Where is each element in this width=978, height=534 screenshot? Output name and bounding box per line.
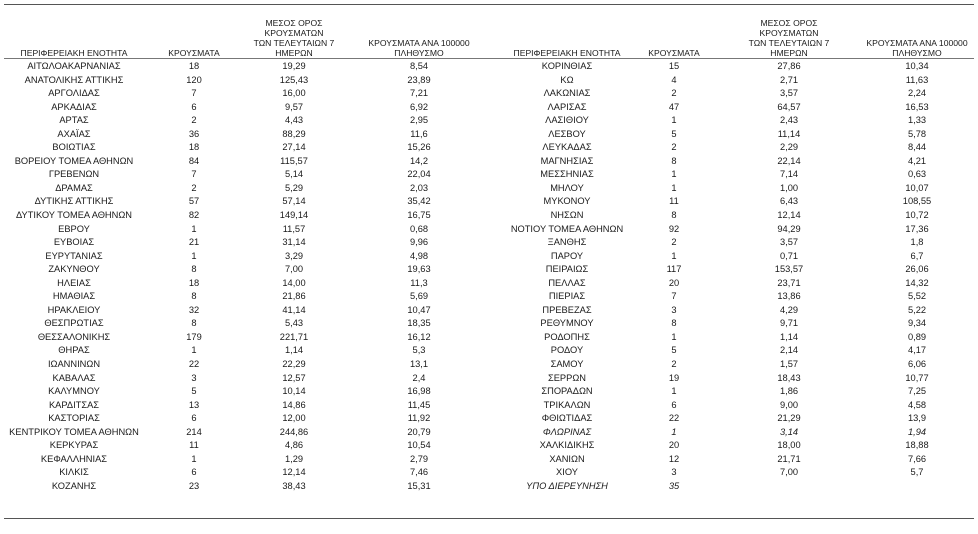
right-region-cell: ΦΘΙΩΤΙΔΑΣ	[541, 413, 593, 424]
left-cases-cell: 8	[191, 318, 197, 329]
left-per100k-cell: 14,2	[409, 155, 429, 166]
table-row	[4, 114, 974, 128]
left-region-cell: ΒΟΡΕΙΟΥ ΤΟΜΕΑ ΑΘΗΝΩΝ	[14, 155, 134, 166]
left-cases-cell: 2	[191, 182, 197, 193]
left-cases-cell: 1	[191, 250, 197, 261]
right-region-cell: ΠΡΕΒΕΖΑΣ	[542, 304, 592, 315]
right-region-cell: ΣΕΡΡΩΝ	[547, 372, 586, 383]
right-region-cell: ΛΕΣΒΟΥ	[548, 128, 586, 139]
right-cases-cell: 19	[668, 372, 680, 383]
table-row	[4, 426, 974, 440]
right-avg7-cell: 13,86	[777, 291, 801, 302]
right-per100k-cell: 10,07	[905, 182, 929, 193]
right-avg7-cell: 18,00	[777, 440, 801, 451]
left-region-cell: ΕΥΒΟΙΑΣ	[53, 237, 95, 248]
table-row	[4, 399, 974, 413]
table-row	[4, 344, 974, 358]
left-cases-cell: 6	[191, 101, 197, 112]
left-per100k-cell: 11,45	[407, 399, 431, 410]
right-cases-cell: 1	[671, 250, 677, 261]
left-region-cell: ΘΕΣΣΑΛΟΝΙΚΗΣ	[37, 331, 111, 342]
left-per100k-cell: 4,98	[409, 250, 429, 261]
right-avg7-cell: 2,43	[779, 115, 799, 126]
left-per100k-cell: 35,42	[407, 196, 431, 207]
header-rule	[4, 58, 974, 59]
left-per100k-cell: 8,54	[409, 61, 429, 71]
right-region-cell: ΧΑΝΙΩΝ	[549, 453, 585, 464]
table-row	[4, 195, 974, 209]
left-region-cell: ΚΟΖΑΝΗΣ	[51, 480, 97, 491]
table-body	[4, 60, 974, 494]
right-cases-cell: 2	[671, 237, 677, 248]
left-cases-cell: 2	[191, 115, 197, 126]
table-header	[4, 18, 974, 58]
right-per100k-cell: 1,33	[907, 115, 927, 126]
table-row	[4, 277, 974, 291]
left-region-cell: ΑΝΑΤΟΛΙΚΗΣ ΑΤΤΙΚΗΣ	[24, 74, 124, 85]
left-per100k-cell: 13,1	[409, 359, 429, 370]
table-row	[4, 209, 974, 223]
right-region-cell: ΜΑΓΝΗΣΙΑΣ	[540, 155, 594, 166]
left-region-cell: ΘΕΣΠΡΩΤΙΑΣ	[44, 318, 104, 329]
right-region-cell: ΛΑΡΙΣΑΣ	[547, 101, 587, 112]
right-region-cell: ΡΕΘΥΜΝΟΥ	[540, 318, 594, 329]
right-per100k-cell: 4,58	[907, 399, 927, 410]
left-per100k-cell: 0,68	[409, 223, 429, 234]
left-avg7-cell: 221,71	[279, 331, 309, 342]
table-row	[4, 453, 974, 467]
left-avg7-cell: 3,29	[284, 250, 304, 261]
right-cases-cell: 3	[671, 467, 677, 478]
right-avg7-cell: 21,29	[777, 413, 801, 424]
right-avg7-cell: 9,00	[779, 399, 799, 410]
right-cases-cell: 1	[671, 169, 677, 180]
right-avg7-cell: 3,57	[779, 88, 799, 99]
left-per100k-cell: 20,79	[407, 426, 431, 437]
table-row	[4, 168, 974, 182]
left-avg7-cell: 244,86	[279, 426, 309, 437]
right-per100k-cell: 7,66	[907, 453, 927, 464]
left-cases-cell: 7	[191, 88, 197, 99]
table-row	[4, 317, 974, 331]
left-cases-cell: 82	[188, 210, 200, 221]
left-region-cell: ΚΑΣΤΟΡΙΑΣ	[48, 413, 100, 424]
left-avg7-cell: 1,14	[284, 345, 304, 356]
right-avg7-cell: 11,14	[777, 128, 801, 139]
right-per100k-cell: 8,44	[907, 142, 927, 153]
left-avg7-cell: 16,00	[282, 88, 306, 99]
left-avg7-cell: 4,86	[284, 440, 304, 451]
left-avg7-cell: 5,29	[284, 182, 304, 193]
right-avg7-cell: 6,43	[779, 196, 799, 207]
left-cases-cell: 13	[188, 399, 200, 410]
right-avg7-cell: 4,29	[779, 304, 799, 315]
left-avg7-cell: 27,14	[282, 142, 306, 153]
right-avg7-cell: 21,71	[777, 453, 801, 464]
left-avg7-cell: 19,29	[282, 61, 306, 71]
header-per100k-left: ΚΡΟΥΣΜΑΤΑ ΑΝΑ 100000 ΠΛΗΘΥΣΜΟ	[368, 38, 470, 58]
right-cases-cell: 1	[671, 386, 677, 397]
right-region-cell: ΞΑΝΘΗΣ	[547, 237, 587, 248]
right-region-cell: ΝΗΣΩΝ	[550, 210, 584, 221]
left-region-cell: ΔΡΑΜΑΣ	[55, 182, 93, 193]
right-region-cell: ΚΩ	[560, 74, 574, 85]
left-per100k-cell: 7,46	[409, 467, 429, 478]
left-per100k-cell: 11,6	[410, 128, 428, 139]
right-region-cell: ΧΑΛΚΙΔΙΚΗΣ	[539, 440, 595, 451]
left-avg7-cell: 5,14	[284, 169, 304, 180]
header-cases-left: ΚΡΟΥΣΜΑΤΑ	[168, 48, 220, 58]
right-region-cell: ΠΕΛΛΑΣ	[548, 277, 586, 288]
right-cases-cell: 6	[671, 399, 677, 410]
right-per100k-cell: 11,63	[905, 74, 929, 85]
right-cases-cell: 1	[671, 115, 677, 126]
left-cases-cell: 57	[188, 196, 200, 207]
right-avg7-cell: 3,57	[779, 237, 799, 248]
right-cases-cell: 92	[668, 223, 680, 234]
right-cases-cell: 3	[671, 304, 677, 315]
table-row	[4, 250, 974, 264]
right-region-cell: ΜΗΛΟΥ	[550, 182, 584, 193]
right-avg7-cell: 1,57	[779, 359, 799, 370]
right-cases-cell: 8	[671, 318, 677, 329]
table-row	[4, 223, 974, 237]
right-per100k-cell: 10,34	[905, 61, 929, 71]
right-cases-cell: 20	[668, 440, 680, 451]
left-per100k-cell: 19,63	[407, 264, 431, 275]
header-avg7-left: ΜΕΣΟΣ ΟΡΟΣ ΚΡΟΥΣΜΑΤΩΝ ΤΩΝ ΤΕΛΕΥΤΑΙΩΝ 7 ΗΜΕΡΩΝ	[253, 18, 335, 58]
right-cases-cell: 1	[671, 426, 677, 437]
right-cases-cell: 8	[671, 210, 677, 221]
right-avg7-cell: 22,14	[777, 155, 801, 166]
right-cases-cell: 5	[671, 345, 677, 356]
table-row	[4, 439, 974, 453]
left-region-cell: ΗΜΑΘΙΑΣ	[52, 291, 96, 302]
bottom-rule	[4, 518, 974, 519]
table-row	[4, 372, 974, 386]
right-cases-cell: 2	[671, 359, 677, 370]
right-avg7-cell: 64,57	[777, 101, 801, 112]
right-per100k-cell: 18,88	[905, 440, 929, 451]
table-row	[4, 385, 974, 399]
left-avg7-cell: 88,29	[282, 128, 306, 139]
right-cases-cell: 8	[671, 155, 677, 166]
right-region-cell: ΧΙΟΥ	[556, 467, 578, 478]
left-region-cell: ΚΙΛΚΙΣ	[59, 467, 89, 478]
table-row	[4, 74, 974, 88]
right-region-cell: ΠΙΕΡΙΑΣ	[548, 291, 586, 302]
right-avg7-cell: 18,43	[777, 372, 801, 383]
right-per100k-cell: 9,34	[907, 318, 927, 329]
table-row	[4, 60, 974, 74]
right-region-cell: ΣΠΟΡΑΔΩΝ	[541, 386, 593, 397]
left-region-cell: ΓΡΕΒΕΝΩΝ	[48, 169, 100, 180]
left-cases-cell: 23	[188, 480, 200, 491]
left-cases-cell: 5	[191, 386, 197, 397]
right-cases-cell: 4	[671, 74, 677, 85]
left-cases-cell: 18	[188, 277, 200, 288]
left-cases-cell: 1	[191, 345, 197, 356]
left-region-cell: ΒΟΙΩΤΙΑΣ	[52, 142, 96, 153]
right-region-cell: ΠΕΙΡΑΙΩΣ	[545, 264, 589, 275]
left-avg7-cell: 12,57	[282, 372, 306, 383]
right-region-cell: ΤΡΙΚΑΛΩΝ	[543, 399, 591, 410]
left-avg7-cell: 38,43	[282, 480, 306, 491]
table-row	[4, 466, 974, 480]
header-region-right: ΠΕΡΙΦΕΡΕΙΑΚΗ ΕΝΟΤΗΤΑ	[513, 48, 621, 58]
right-per100k-cell: 1,8	[910, 237, 924, 248]
left-cases-cell: 84	[188, 155, 200, 166]
right-per100k-cell: 5,7	[910, 467, 924, 478]
left-cases-cell: 214	[186, 426, 202, 437]
left-region-cell: ΑΧΑΪΑΣ	[57, 128, 91, 139]
left-cases-cell: 6	[191, 467, 197, 478]
table-row	[4, 87, 974, 101]
right-avg7-cell: 7,00	[779, 467, 799, 478]
left-per100k-cell: 10,54	[407, 440, 431, 451]
right-region-cell: ΠΑΡΟΥ	[550, 250, 584, 261]
table-row	[4, 358, 974, 372]
left-avg7-cell: 12,00	[282, 413, 306, 424]
left-avg7-cell: 125,43	[279, 74, 309, 85]
left-cases-cell: 6	[191, 413, 197, 424]
left-avg7-cell: 14,86	[282, 399, 306, 410]
left-region-cell: ΙΩΑΝΝΙΝΩΝ	[47, 359, 101, 370]
left-cases-cell: 1	[191, 453, 197, 464]
right-cases-cell: 1	[671, 331, 677, 342]
table-row	[4, 263, 974, 277]
left-region-cell: ΔΥΤΙΚΗΣ ΑΤΤΙΚΗΣ	[34, 196, 114, 207]
right-per100k-cell: 10,72	[905, 210, 929, 221]
left-region-cell: ΑΡΚΑΔΙΑΣ	[51, 101, 97, 112]
left-per100k-cell: 10,47	[407, 304, 431, 315]
table-row	[4, 412, 974, 426]
left-cases-cell: 11	[189, 440, 199, 451]
right-region-cell: ΜΕΣΣΗΝΙΑΣ	[540, 169, 594, 180]
right-per100k-cell: 5,22	[907, 304, 927, 315]
left-per100k-cell: 7,21	[409, 88, 429, 99]
header-avg7-right: ΜΕΣΟΣ ΟΡΟΣ ΚΡΟΥΣΜΑΤΩΝ ΤΩΝ ΤΕΛΕΥΤΑΙΩΝ 7 ΗΜΕΡΩΝ	[748, 18, 830, 58]
table-row	[4, 101, 974, 115]
left-avg7-cell: 12,14	[282, 467, 306, 478]
right-cases-cell: 2	[671, 142, 677, 153]
left-avg7-cell: 57,14	[282, 196, 306, 207]
right-avg7-cell: 12,14	[777, 210, 801, 221]
left-avg7-cell: 1,29	[284, 453, 304, 464]
right-region-cell: ΡΟΔΟΠΗΣ	[544, 331, 590, 342]
right-per100k-cell: 0,63	[907, 169, 927, 180]
right-cases-cell: 12	[668, 453, 680, 464]
left-region-cell: ΑΙΤΩΛΟΑΚΑΡΝΑΝΙΑΣ	[27, 61, 121, 71]
header-per100k-right: ΚΡΟΥΣΜΑΤΑ ΑΝΑ 100000 ΠΛΗΘΥΣΜΟ	[866, 38, 968, 58]
left-cases-cell: 18	[188, 61, 200, 71]
left-region-cell: ΚΕΝΤΡΙΚΟΥ ΤΟΜΕΑ ΑΘΗΝΩΝ	[9, 426, 139, 437]
left-region-cell: ΚΕΦΑΛΛΗΝΙΑΣ	[40, 453, 108, 464]
right-per100k-cell: 6,06	[907, 359, 927, 370]
right-cases-cell: 47	[668, 101, 680, 112]
right-region-cell: ΡΟΔΟΥ	[550, 345, 584, 356]
left-cases-cell: 120	[186, 74, 202, 85]
right-per100k-cell: 5,78	[907, 128, 927, 139]
right-avg7-cell: 3,14	[779, 426, 799, 437]
table-row	[4, 155, 974, 169]
right-avg7-cell: 2,14	[779, 345, 799, 356]
left-cases-cell: 1	[191, 223, 197, 234]
left-per100k-cell: 11,3	[410, 277, 428, 288]
table-row	[4, 182, 974, 196]
left-per100k-cell: 2,95	[409, 115, 429, 126]
left-per100k-cell: 5,69	[409, 291, 429, 302]
right-per100k-cell: 16,53	[905, 101, 929, 112]
left-cases-cell: 3	[191, 372, 197, 383]
left-avg7-cell: 149,14	[279, 210, 309, 221]
table-row	[4, 236, 974, 250]
right-cases-cell: 22	[668, 413, 680, 424]
left-cases-cell: 18	[188, 142, 200, 153]
left-avg7-cell: 9,57	[284, 101, 304, 112]
right-per100k-cell: 2,24	[907, 88, 927, 99]
left-per100k-cell: 9,96	[409, 237, 429, 248]
left-per100k-cell: 11,92	[407, 413, 431, 424]
left-region-cell: ΑΡΤΑΣ	[59, 115, 89, 126]
left-per100k-cell: 18,35	[407, 318, 431, 329]
left-per100k-cell: 22,04	[407, 169, 431, 180]
left-avg7-cell: 11,57	[282, 223, 306, 234]
left-avg7-cell: 21,86	[282, 291, 306, 302]
right-avg7-cell: 1,14	[779, 331, 799, 342]
right-per100k-cell: 14,32	[905, 277, 929, 288]
right-per100k-cell: 26,06	[905, 264, 929, 275]
right-cases-cell: 117	[666, 264, 682, 275]
right-region-cell: ΣΑΜΟΥ	[550, 359, 584, 370]
left-avg7-cell: 115,57	[280, 155, 308, 166]
left-region-cell: ΚΑΡΔΙΤΣΑΣ	[48, 399, 100, 410]
table-row	[4, 128, 974, 142]
left-per100k-cell: 2,4	[412, 372, 426, 383]
right-avg7-cell: 1,00	[779, 182, 799, 193]
left-avg7-cell: 10,14	[282, 386, 306, 397]
right-avg7-cell: 94,29	[777, 223, 801, 234]
left-region-cell: ΖΑΚΥΝΘΟΥ	[48, 264, 100, 275]
left-cases-cell: 7	[191, 169, 197, 180]
left-region-cell: ΚΑΒΑΛΑΣ	[52, 372, 96, 383]
left-per100k-cell: 6,92	[409, 101, 429, 112]
right-avg7-cell: 9,71	[779, 318, 799, 329]
left-avg7-cell: 14,00	[282, 277, 306, 288]
left-per100k-cell: 23,89	[407, 74, 431, 85]
right-region-cell: ΥΠΟ ΔΙΕΡΕΥΝΗΣΗ	[526, 480, 608, 491]
right-per100k-cell: 6,7	[910, 250, 924, 261]
left-per100k-cell: 15,26	[407, 142, 431, 153]
left-avg7-cell: 31,14	[282, 237, 306, 248]
right-per100k-cell: 0,89	[907, 331, 927, 342]
right-avg7-cell: 27,86	[777, 61, 801, 71]
right-per100k-cell: 5,52	[907, 291, 927, 302]
left-cases-cell: 22	[188, 359, 200, 370]
right-avg7-cell: 2,29	[779, 142, 799, 153]
right-per100k-cell: 17,36	[905, 223, 929, 234]
left-avg7-cell: 7,00	[284, 264, 304, 275]
left-region-cell: ΗΡΑΚΛΕΙΟΥ	[47, 304, 101, 315]
right-cases-cell: 2	[671, 88, 677, 99]
right-region-cell: ΛΕΥΚΑΔΑΣ	[542, 142, 592, 153]
left-region-cell: ΗΛΕΙΑΣ	[57, 277, 91, 288]
right-per100k-cell: 13,9	[907, 413, 927, 424]
left-region-cell: ΚΕΡΚΥΡΑΣ	[49, 440, 99, 451]
left-region-cell: ΘΗΡΑΣ	[58, 345, 90, 356]
left-region-cell: ΕΒΡΟΥ	[58, 223, 90, 234]
right-avg7-cell: 23,71	[777, 277, 801, 288]
right-region-cell: ΛΑΣΙΘΙΟΥ	[545, 115, 589, 126]
right-cases-cell: 15	[668, 61, 680, 71]
left-per100k-cell: 16,98	[407, 386, 431, 397]
left-per100k-cell: 2,03	[409, 182, 429, 193]
right-per100k-cell: 10,77	[905, 372, 929, 383]
left-avg7-cell: 22,29	[282, 359, 306, 370]
left-region-cell: ΑΡΓΟΛΙΔΑΣ	[48, 88, 100, 99]
right-per100k-cell: 1,94	[907, 426, 927, 437]
header-cases-right: ΚΡΟΥΣΜΑΤΑ	[648, 48, 700, 58]
right-avg7-cell: 7,14	[779, 169, 799, 180]
right-avg7-cell: 0,71	[779, 250, 799, 261]
right-region-cell: ΛΑΚΩΝΙΑΣ	[543, 88, 591, 99]
right-cases-cell: 1	[671, 182, 677, 193]
table-row	[4, 141, 974, 155]
right-cases-cell: 35	[668, 480, 680, 491]
right-per100k-cell: 7,25	[907, 386, 927, 397]
right-region-cell: ΦΛΩΡΙΝΑΣ	[542, 426, 592, 437]
right-avg7-cell: 1,86	[779, 386, 799, 397]
table-row	[4, 290, 974, 304]
top-rule	[4, 4, 974, 5]
right-per100k-cell: 4,17	[907, 345, 927, 356]
right-per100k-cell: 4,21	[907, 155, 927, 166]
left-region-cell: ΔΥΤΙΚΟΥ ΤΟΜΕΑ ΑΘΗΝΩΝ	[15, 210, 133, 221]
right-cases-cell: 20	[668, 277, 680, 288]
left-cases-cell: 32	[188, 304, 200, 315]
right-per100k-cell: 108,55	[902, 196, 932, 207]
right-cases-cell: 7	[671, 291, 677, 302]
table-row	[4, 304, 974, 318]
left-cases-cell: 179	[186, 331, 202, 342]
right-avg7-cell: 2,71	[779, 74, 799, 85]
left-region-cell: ΕΥΡΥΤΑΝΙΑΣ	[45, 250, 103, 261]
table-row	[4, 331, 974, 345]
left-per100k-cell: 2,79	[409, 453, 429, 464]
right-region-cell: ΝΟΤΙΟΥ ΤΟΜΕΑ ΑΘΗΝΩΝ	[510, 223, 624, 234]
table-row	[4, 480, 974, 494]
right-avg7-cell: 153,57	[774, 264, 804, 275]
right-cases-cell: 11	[669, 196, 679, 207]
left-per100k-cell: 5,3	[412, 345, 426, 356]
left-per100k-cell: 15,31	[407, 480, 431, 491]
left-cases-cell: 21	[188, 237, 200, 248]
left-per100k-cell: 16,75	[407, 210, 431, 221]
left-avg7-cell: 5,43	[284, 318, 304, 329]
left-cases-cell: 8	[191, 291, 197, 302]
left-avg7-cell: 4,43	[284, 115, 304, 126]
right-region-cell: ΜΥΚΟΝΟΥ	[543, 196, 591, 207]
right-region-cell: ΚΟΡΙΝΘΙΑΣ	[541, 61, 593, 71]
header-region-left: ΠΕΡΙΦΕΡΕΙΑΚΗ ΕΝΟΤΗΤΑ	[20, 48, 128, 58]
right-cases-cell: 5	[671, 128, 677, 139]
left-per100k-cell: 16,12	[407, 331, 431, 342]
left-cases-cell: 36	[188, 128, 200, 139]
left-cases-cell: 8	[191, 264, 197, 275]
left-region-cell: ΚΑΛΥΜΝΟΥ	[48, 386, 100, 397]
left-avg7-cell: 41,14	[282, 304, 306, 315]
